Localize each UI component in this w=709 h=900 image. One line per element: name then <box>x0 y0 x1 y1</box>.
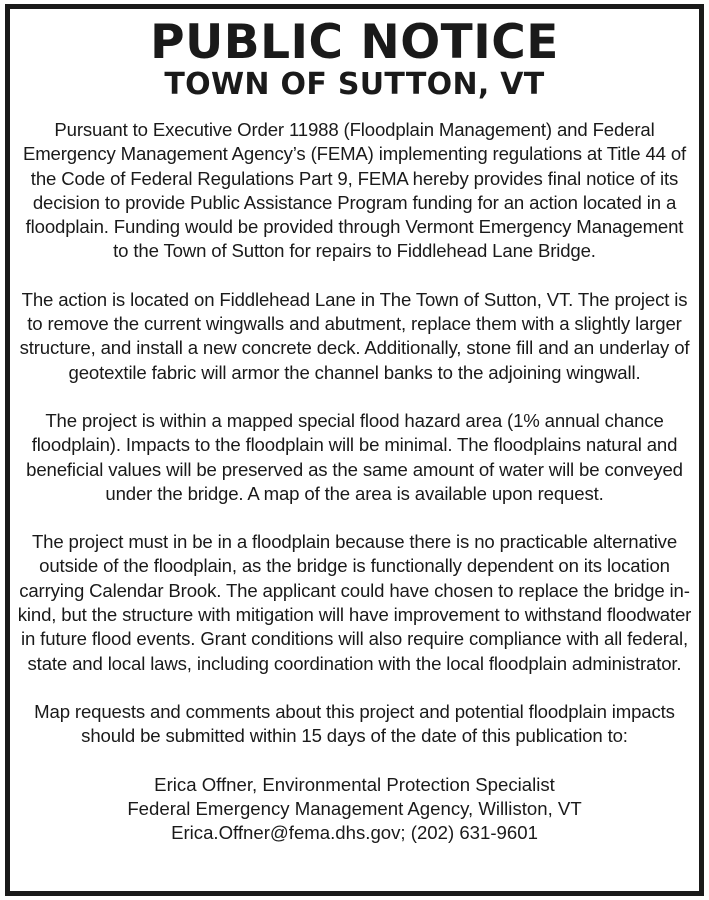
paragraph-flood-hazard: The project is within a mapped special flood hazard area (1% annual chance floodplain). Impacts to the floodplain will be minimal. The floodplains natural and beneficial values will be preserved as the same amount of water will be conveyed under the bridge. A map of the area is available upon request. <box>26 409 683 504</box>
contact-name-title: Erica Offner, Environmental Protection Specialist <box>154 773 555 795</box>
public-notice-frame <box>5 4 704 896</box>
paragraph-no-alternative: The project must in be in a floodplain because there is no practicable alternative outside of the floodplain, as the bridge is functionally dependent on its location carrying Calendar Brook. The applicant could have chosen to replace the bridge in-kind, but the structure with mitigation will have improvement to withstand floodwater in future flood events. Grant conditions will also require compliance with all federal, state and local laws, including coordination with the local floodplain administrator. <box>17 531 692 674</box>
paragraph-executive-order: Pursuant to Executive Order 11988 (Floodplain Management) and Federal Emergency Management Agency’s (FEMA) implementing regulations at Title 44 of the Code of Federal Regulations Part 9, FEMA hereby provides final notice of its decision to provide Public Assistance Program funding for an action located in a floodplain. Funding would be provided through Vermont Emergency Management to the Town of Sutton for repairs to Fiddlehead Lane Bridge. <box>22 119 687 262</box>
contact-email-phone: Erica.Offner@fema.dhs.gov; (202) 631-9601 <box>171 822 538 844</box>
paragraph-action-location: The action is located on Fiddlehead Lane in The Town of Sutton, VT. The project is to remove the current wingwalls and abutment, replace them with a slightly larger structure, and install a new concrete deck. Additionally, stone fill and an underlay of geotextile fabric will armor the channel banks to the adjoining wingwall. <box>19 288 690 383</box>
notice-title: PUBLIC NOTICE <box>150 15 559 70</box>
contact-agency: Federal Emergency Management Agency, Williston, VT <box>127 797 582 819</box>
notice-body <box>10 118 699 845</box>
notice-subtitle: TOWN OF SUTTON, VT <box>164 67 545 102</box>
paragraph-comment-request: Map requests and comments about this project and potential floodplain impacts should be submitted within 15 days of the date of this publication to: <box>34 700 675 747</box>
contact-block <box>16 773 693 846</box>
